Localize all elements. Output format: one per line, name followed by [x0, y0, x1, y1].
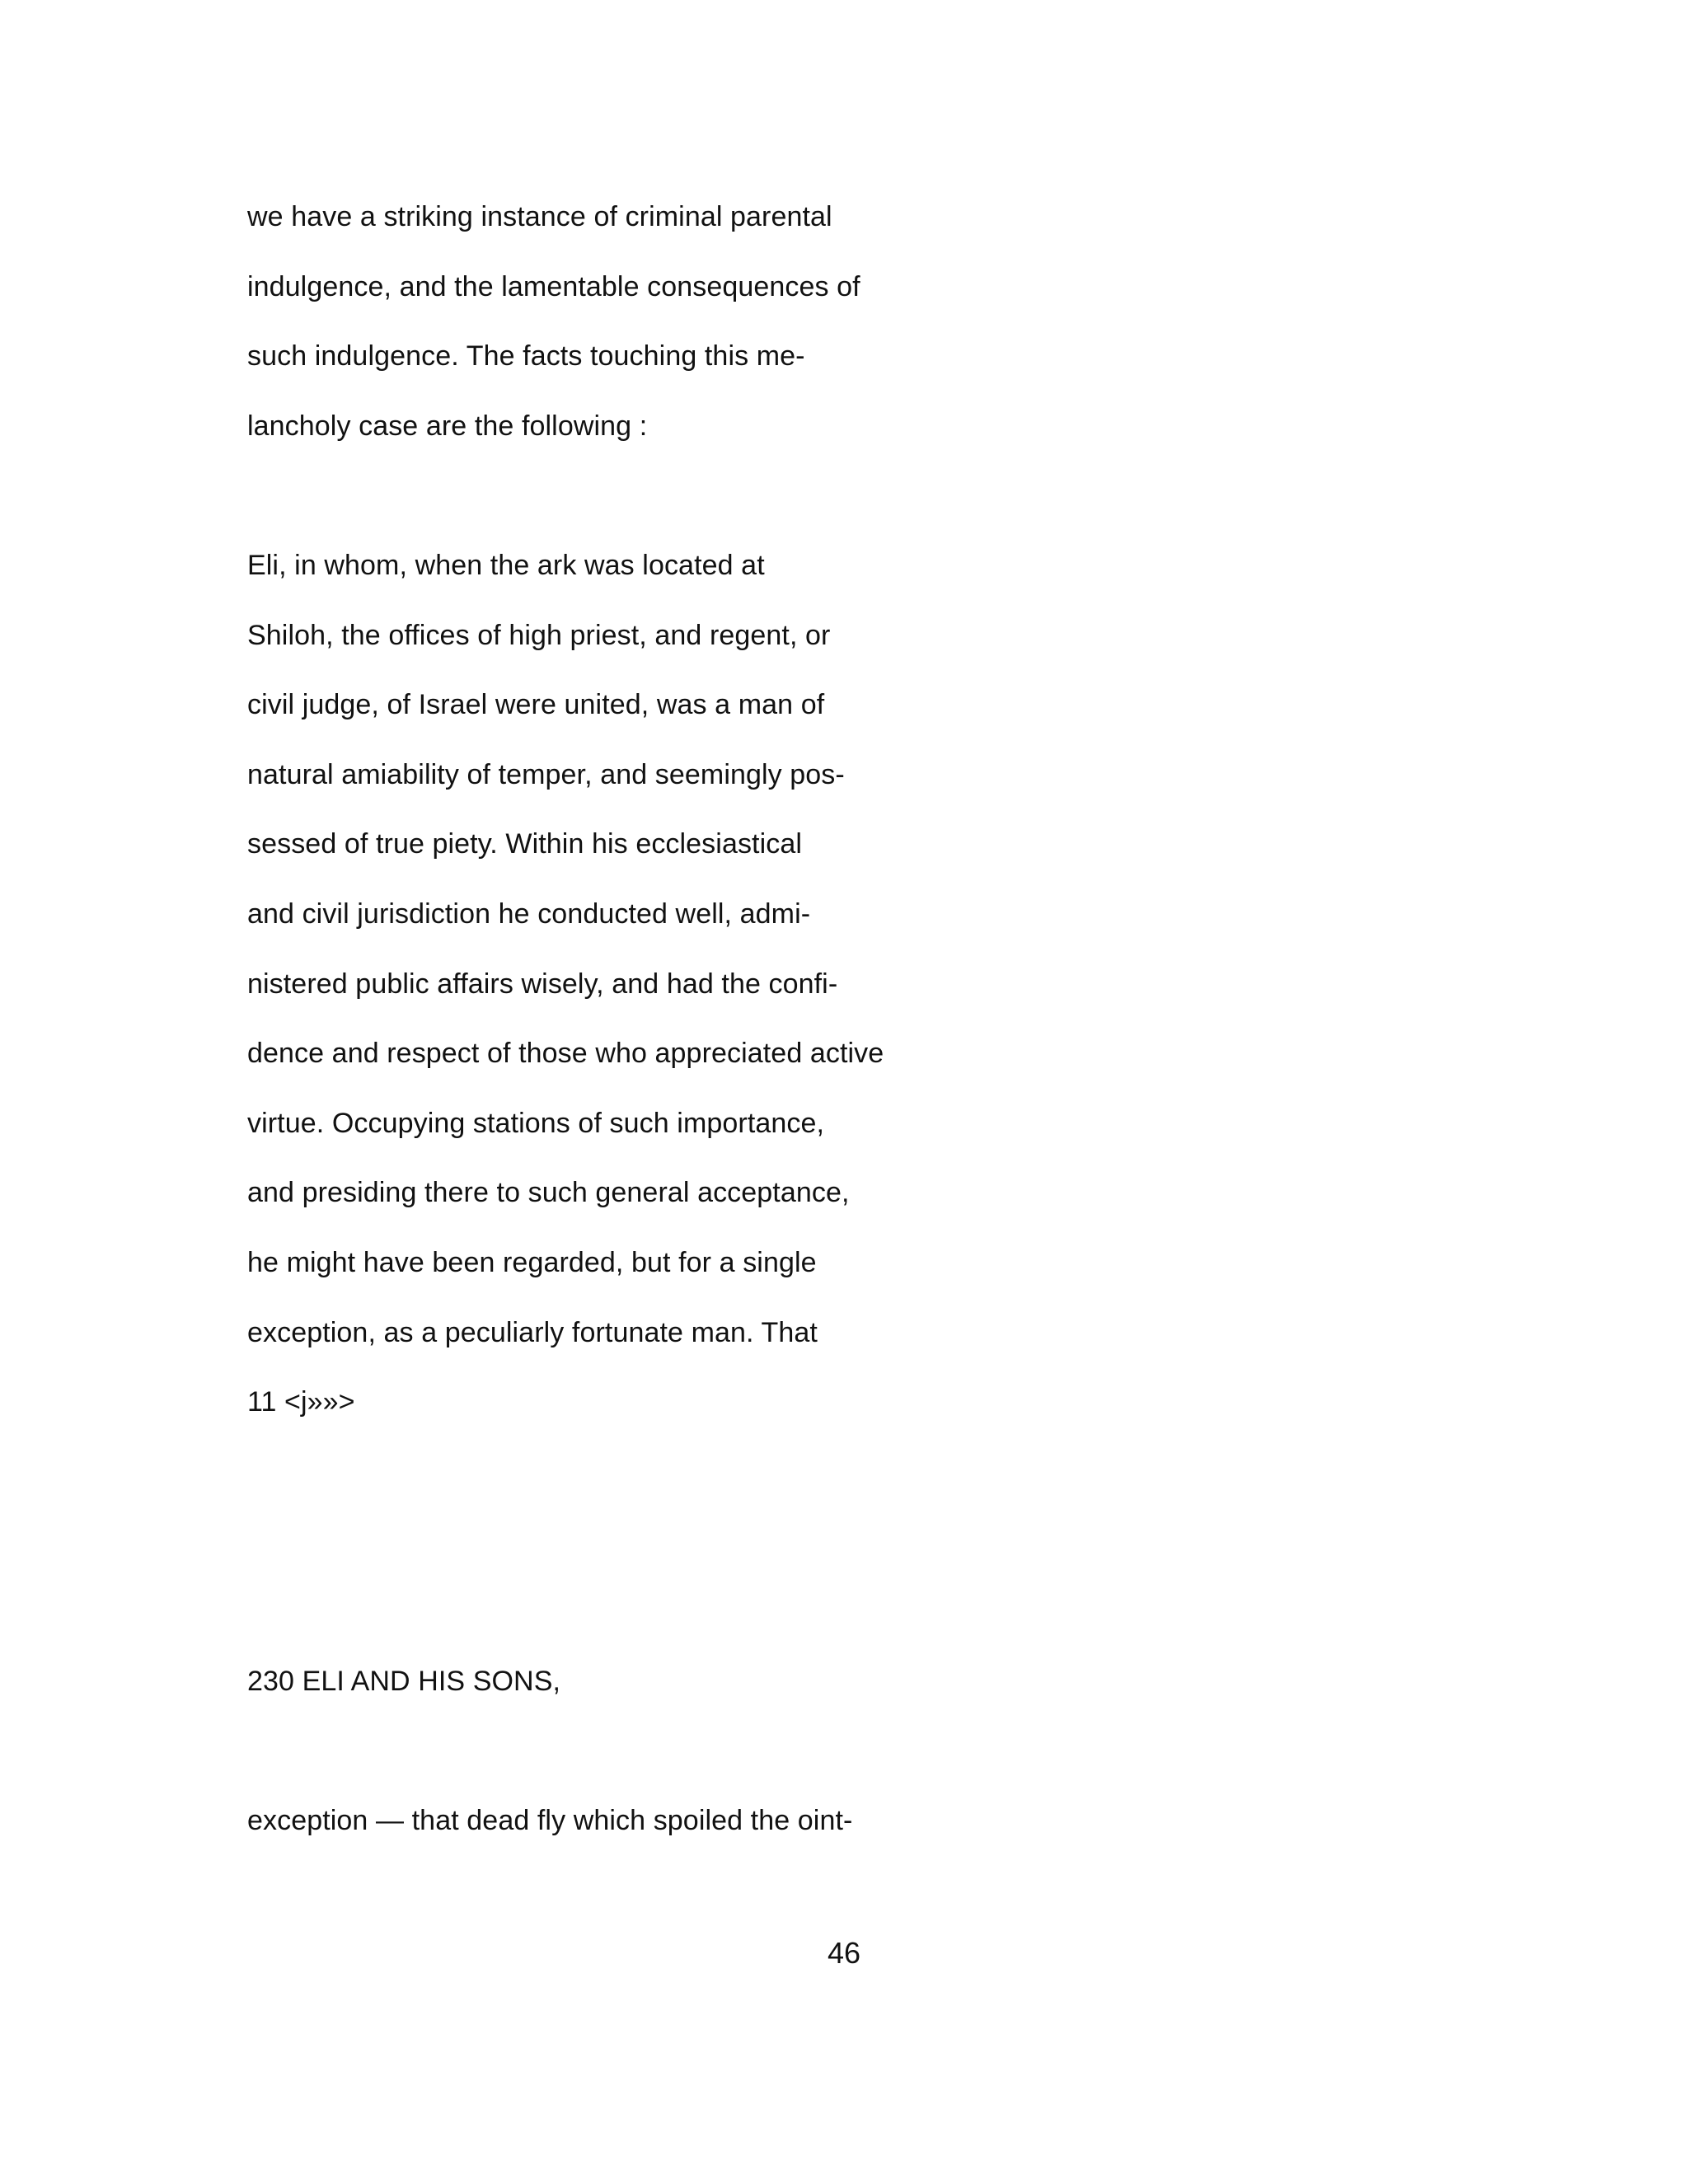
text-line: 11 <j»»>: [247, 1386, 355, 1418]
text-line: sessed of true piety. Within his ecclesiastical: [247, 828, 803, 860]
text-line: nistered public affairs wisely, and had the confi-: [247, 968, 838, 1000]
page-number: 46: [827, 1936, 861, 1970]
text-line: natural amiability of temper, and seemingly pos-: [247, 759, 845, 790]
text-line: and civil jurisdiction he conducted well, admi-: [247, 898, 811, 930]
running-header: 230 ELI AND HIS SONS,: [247, 1666, 561, 1697]
text-line: he might have been regarded, but for a single: [247, 1247, 817, 1278]
text-line: exception — that dead fly which spoiled the oint-: [247, 1805, 853, 1836]
text-line: we have a striking instance of criminal parental: [247, 201, 832, 232]
text-line: virtue. Occupying stations of such importance,: [247, 1108, 825, 1139]
text-line: lancholy case are the following :: [247, 410, 648, 442]
text-line: Eli, in whom, when the ark was located at: [247, 550, 765, 581]
text-line: such indulgence. The facts touching this me-: [247, 340, 805, 372]
text-line: dence and respect of those who appreciated active: [247, 1038, 884, 1069]
text-line: Shiloh, the offices of high priest, and regent, or: [247, 620, 831, 651]
text-line: exception, as a peculiarly fortunate man. That: [247, 1317, 818, 1348]
text-line: and presiding there to such general acceptance,: [247, 1177, 850, 1208]
text-line: civil judge, of Israel were united, was a man of: [247, 689, 825, 720]
text-line: indulgence, and the lamentable consequences of: [247, 271, 860, 302]
